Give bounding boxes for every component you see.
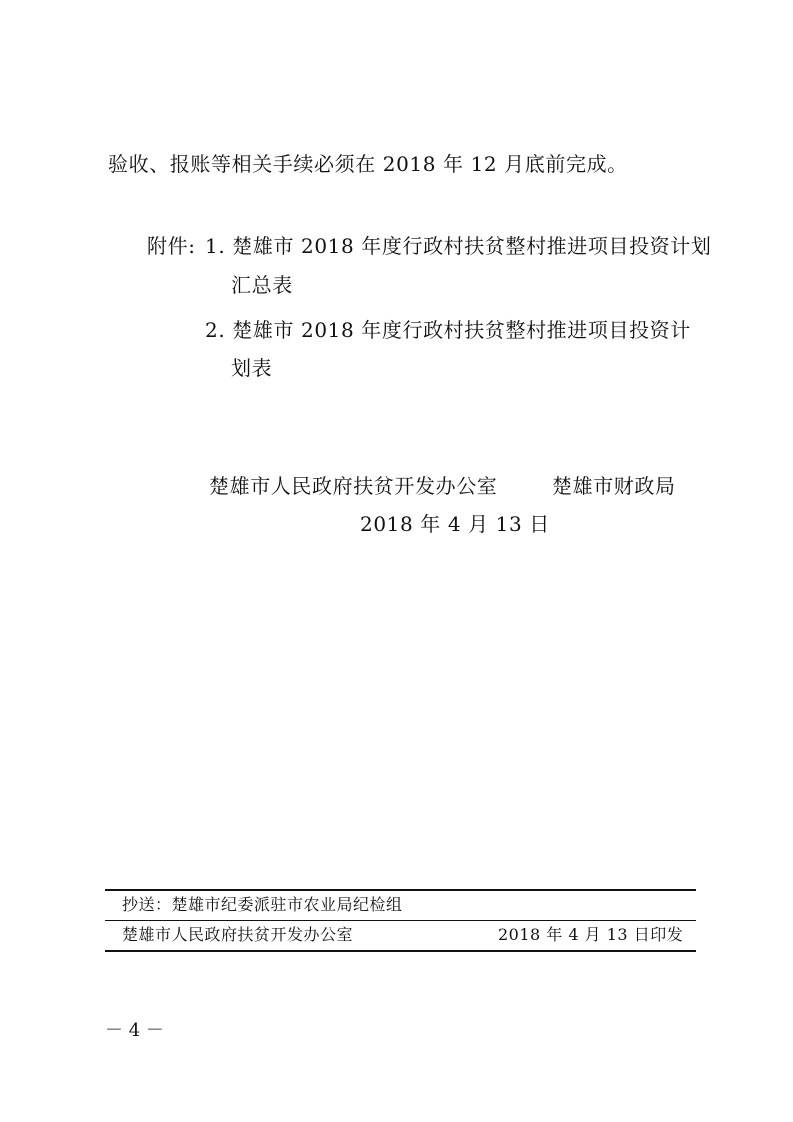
attachment-item-2-continuation: 划表 (231, 356, 273, 380)
paragraph-text: 验收、报账等相关手续必须在 2018 年 12 月底前完成。 (108, 152, 628, 176)
signature-date: 2018 年 4 月 13 日 (360, 512, 550, 536)
print-date: 2018 年 4 月 13 日印发 (498, 925, 684, 944)
cc-line: 抄送：楚雄市纪委派驻市农业局纪检组 (122, 895, 403, 914)
page-number: － 4 － (105, 1020, 164, 1041)
footer-middle-rule (105, 920, 696, 921)
attachment-item-2 (205, 318, 691, 342)
signature-org-poverty-office: 楚雄市人民政府扶贫开发办公室 (209, 474, 498, 498)
attachment-title: 楚雄市 2018 年度行政村扶贫整村推进项目投资计 (232, 318, 691, 342)
attachment-number: 2. (205, 318, 226, 342)
footer-bottom-rule (105, 950, 696, 952)
issuing-org: 楚雄市人民政府扶贫开发办公室 (122, 925, 354, 944)
attachment-number: 1. (205, 234, 226, 258)
attachment-item-1-continuation: 汇总表 (231, 273, 293, 297)
signature-org-finance-bureau: 楚雄市财政局 (552, 474, 676, 498)
footer-top-rule (105, 889, 696, 891)
attachment-title: 楚雄市 2018 年度行政村扶贫整村推进项目投资计划 (232, 234, 712, 258)
attachment-item-1 (205, 234, 711, 258)
attachments-label: 附件: (147, 234, 196, 258)
